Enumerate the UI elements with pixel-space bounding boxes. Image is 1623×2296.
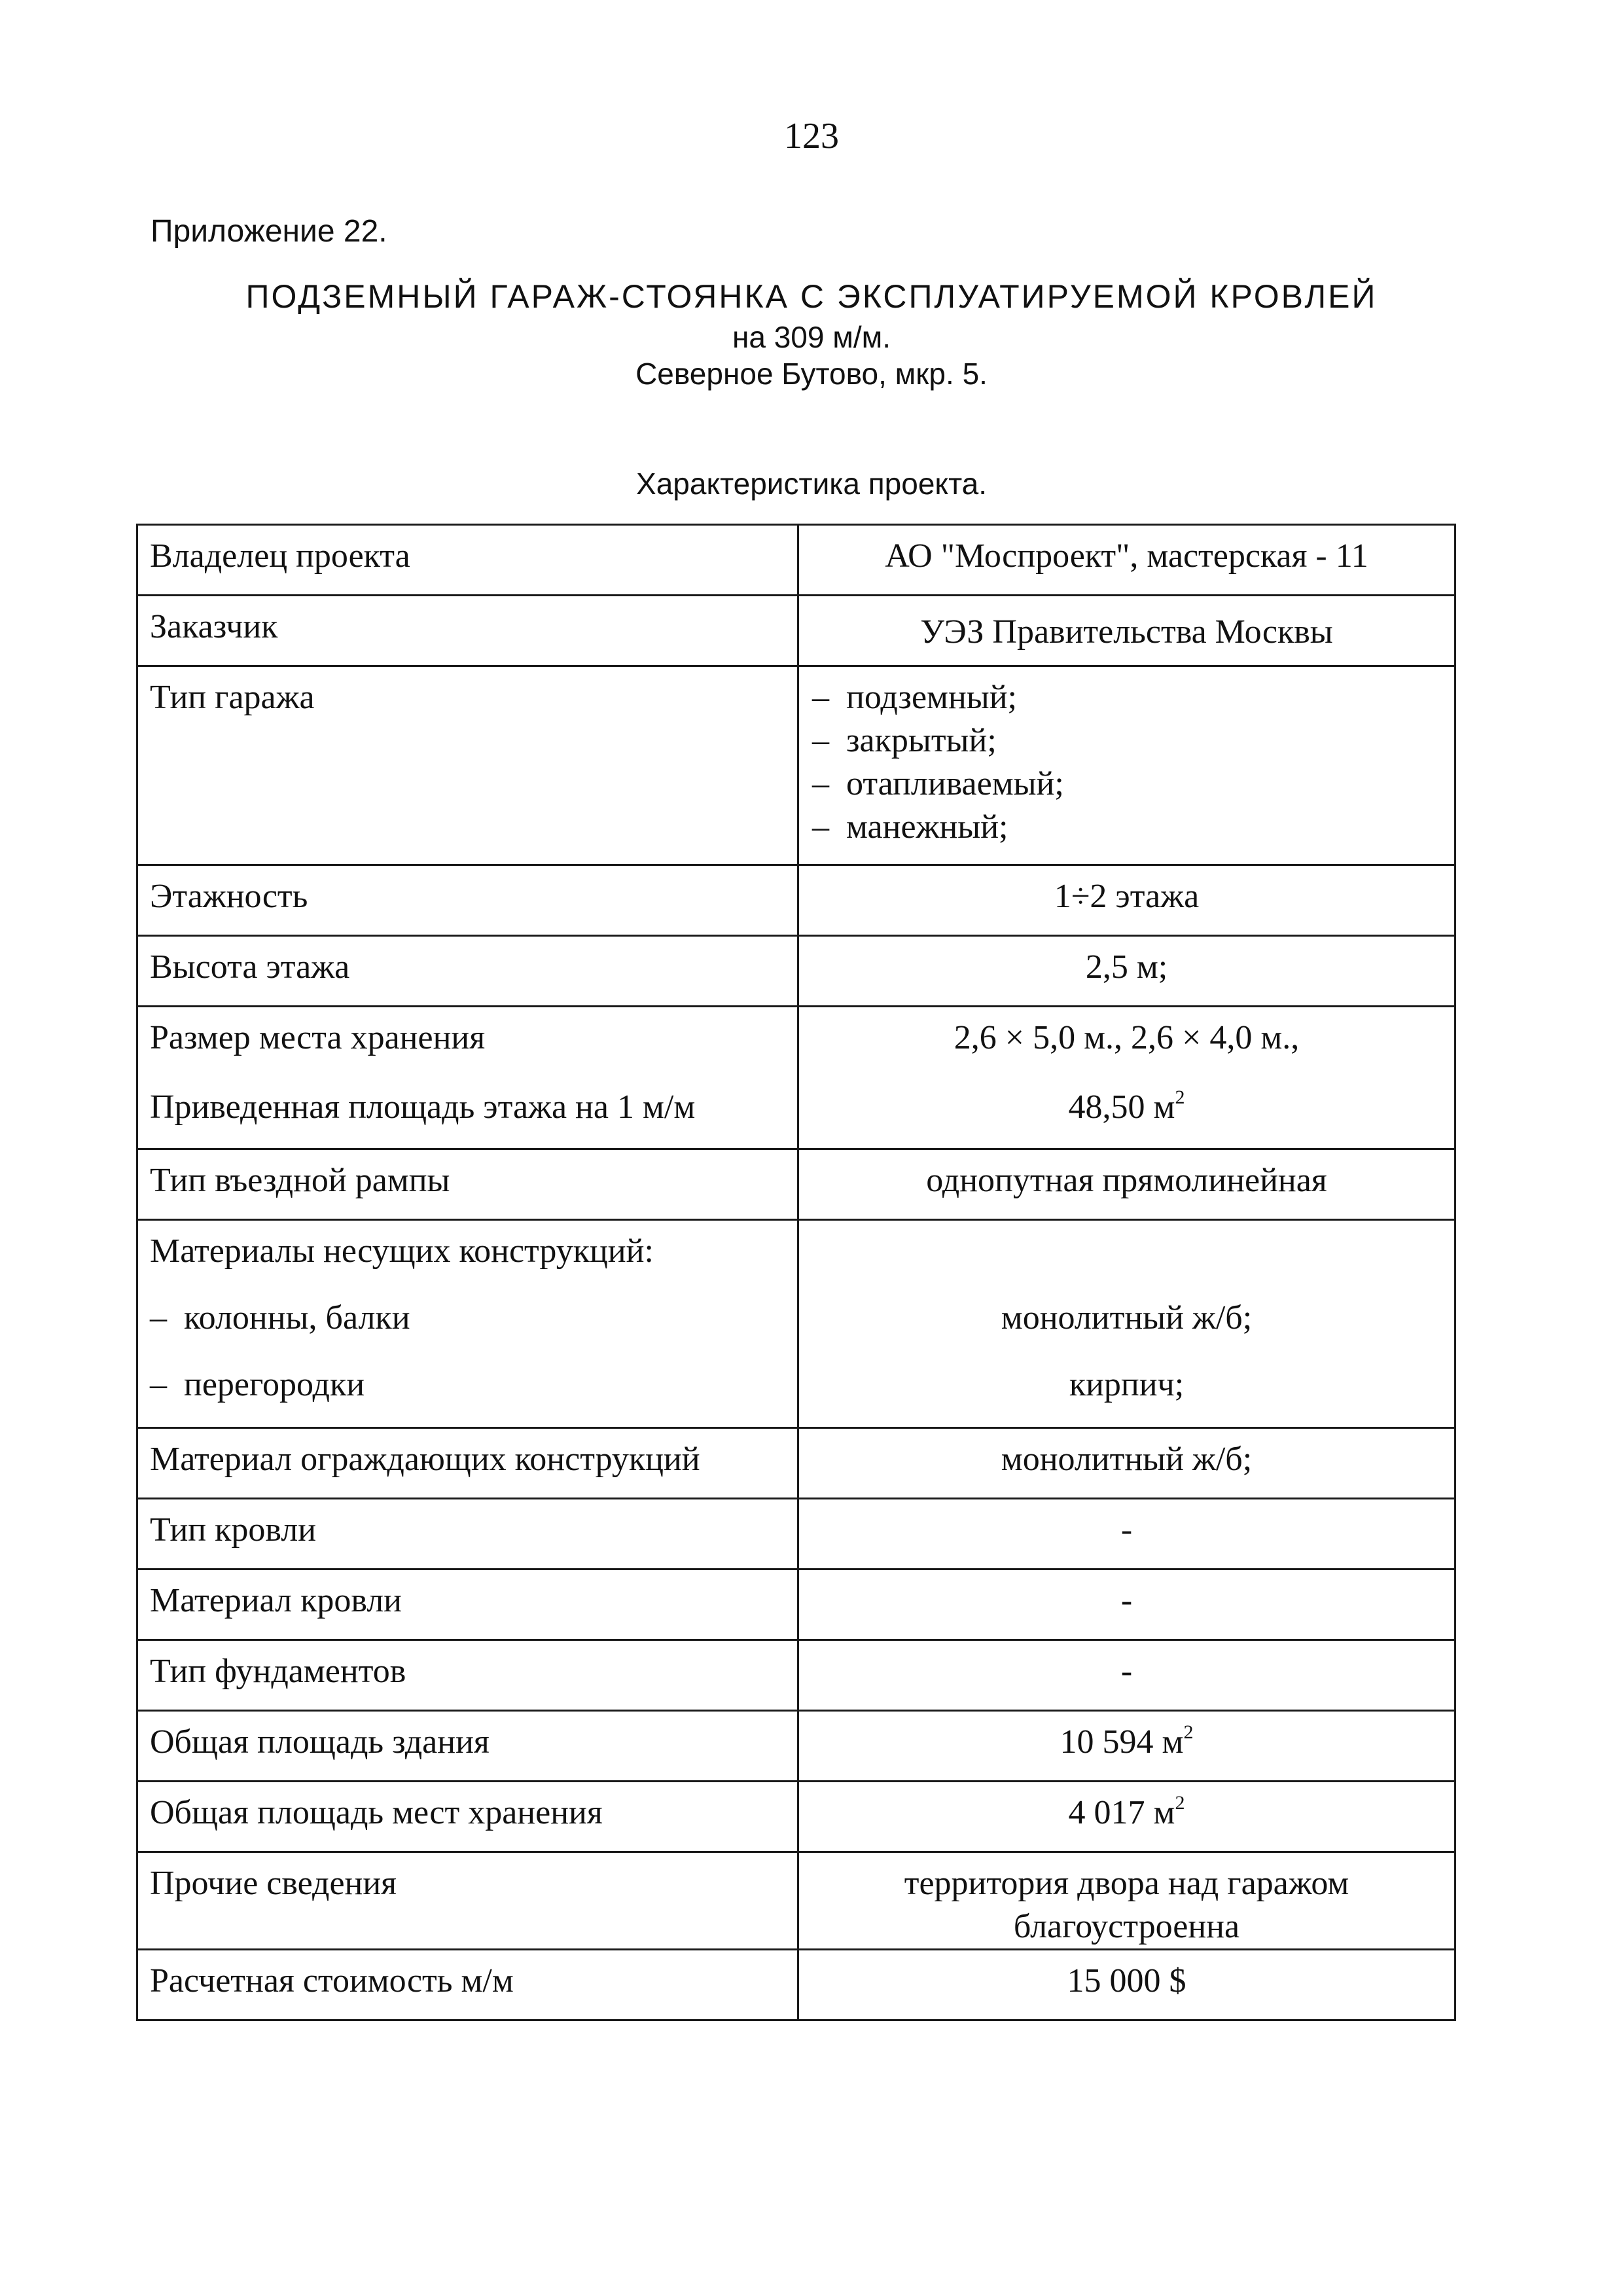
table-row-floors <box>137 865 1455 936</box>
table-row-enclosing <box>137 1428 1455 1499</box>
row-label: Материалы несущих конструкций: – колонны, балки – перегородки <box>137 1220 798 1428</box>
table-row-storage-area <box>137 1782 1455 1852</box>
row-value: 10 594 $м^2$ <box>798 1711 1455 1782</box>
table-row-garage-type <box>137 666 1455 865</box>
row-label: Материал кровли <box>137 1570 798 1640</box>
row-label: Общая площадь мест хранения <box>137 1782 798 1852</box>
row-label: Тип гаража <box>137 666 798 865</box>
list-item: – закрытый; <box>812 722 997 759</box>
document-title: ПОДЗЕМНЫЙ ГАРАЖ-СТОЯНКА С ЭКСПЛУАТИРУЕМОЙ КРОВЛЕЙ <box>245 278 1378 315</box>
table-row-roof-material <box>137 1570 1455 1640</box>
table-row-materials <box>137 1220 1455 1428</box>
row-value: УЭЗ Правительства Москвы <box>798 596 1455 666</box>
row-value: 4 017 $м^2$ <box>798 1782 1455 1852</box>
list-item: – подземный; <box>812 679 1017 716</box>
row-label: Тип кровли <box>137 1499 798 1570</box>
row-value: однопутная прямолинейная <box>798 1149 1455 1220</box>
row-label: Тип въездной рампы <box>137 1149 798 1220</box>
row-label: Тип фундаментов <box>137 1640 798 1711</box>
table-row-cost <box>137 1950 1455 2020</box>
row-label: Этажность <box>137 865 798 936</box>
table-row-other <box>137 1852 1455 1950</box>
list-item: – отапливаемый; <box>812 765 1064 802</box>
row-value: 15 000 $ <box>798 1950 1455 2020</box>
table-row-foundation <box>137 1640 1455 1711</box>
subtitle-location: Северное Бутово, мкр. 5. <box>635 357 988 391</box>
row-value: - <box>798 1499 1455 1570</box>
table-row-floor-height <box>137 936 1455 1007</box>
row-value: - <box>798 1640 1455 1711</box>
row-label: Размер места хранения Приведенная площадь этажа на 1 м/м <box>137 1007 798 1149</box>
table-row-total-area <box>137 1711 1455 1782</box>
row-label: Материал ограждающих конструкций <box>137 1428 798 1499</box>
row-label: Общая площадь здания <box>137 1711 798 1782</box>
garage-type-list <box>798 666 1455 865</box>
page-number: 123 <box>784 116 839 156</box>
row-value: территория двора над гаражом благоустроенна <box>798 1852 1455 1950</box>
row-value: 2,6 × 5,0 м., 2,6 × 4,0 м., 48,50 $м^2$ <box>798 1007 1455 1149</box>
row-label: Заказчик <box>137 596 798 666</box>
row-value: монолитный ж/б; кирпич; <box>798 1220 1455 1428</box>
table-row-owner <box>137 525 1455 596</box>
row-value: 2,5 м; <box>798 936 1455 1007</box>
row-value: АО "Моспроект", мастерская - 11 <box>798 525 1455 596</box>
row-label: Высота этажа <box>137 936 798 1007</box>
project-spec-table <box>136 524 1456 2021</box>
row-value: - <box>798 1570 1455 1640</box>
subtitle-capacity: на 309 м/м. <box>732 320 891 354</box>
row-label: Прочие сведения <box>137 1852 798 1950</box>
row-value: монолитный ж/б; <box>798 1428 1455 1499</box>
row-value: 1÷2 этажа <box>798 865 1455 936</box>
appendix-label: Приложение 22. <box>151 214 387 249</box>
row-label: Владелец проекта <box>137 525 798 596</box>
table-row-customer <box>137 596 1455 666</box>
table-caption: Характеристика проекта. <box>636 467 987 501</box>
table-row-ramp <box>137 1149 1455 1220</box>
table-row-roof-type <box>137 1499 1455 1570</box>
row-label: Расчетная стоимость м/м <box>137 1950 798 2020</box>
table-row-storage-size <box>137 1007 1455 1149</box>
list-item: – манежный; <box>812 808 1008 846</box>
